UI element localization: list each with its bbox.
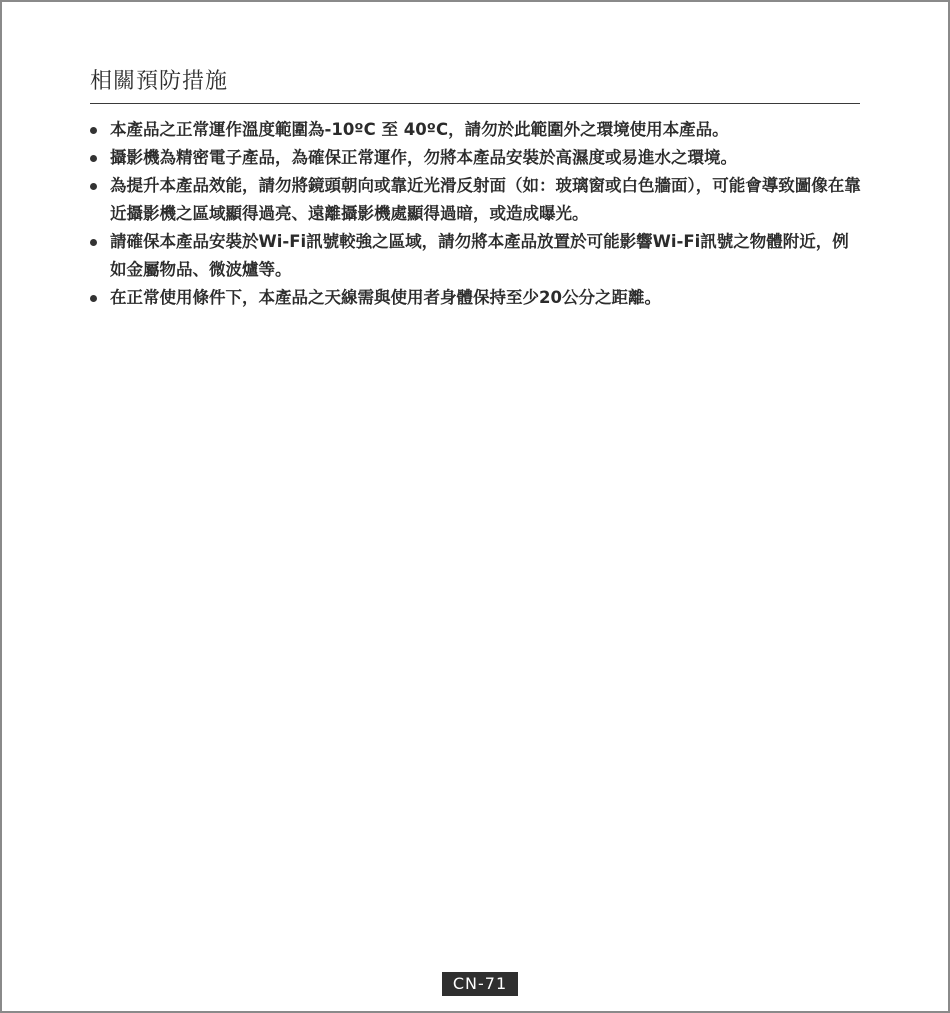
precaution-text: 在正常使用條件下，本產品之天線需與使用者身體保持至少20公分之距離。 [110,288,661,307]
precaution-text: 為提升本產品效能，請勿將鏡頭朝向或靠近光滑反射面（如：玻璃窗或白色牆面），可能會導致圖像在靠近攝影機之區域顯得過亮、遠離攝影機處顯得過暗，或造成曝光。 [110,176,861,223]
precaution-item [90,116,862,144]
bullet-icon [90,127,97,134]
heading-divider [90,103,860,104]
bullet-icon [90,239,97,246]
precaution-item [90,228,862,284]
precaution-item [90,144,862,172]
bullet-icon [90,295,97,302]
bullet-icon [90,183,97,190]
precautions-list [90,116,862,312]
precaution-text: 請確保本產品安裝於Wi-Fi訊號較強之區域，請勿將本產品放置於可能影響Wi-Fi訊號之物體附近，例如金屬物品、微波爐等。 [110,232,849,279]
page-number-badge: CN-71 [442,972,518,996]
precaution-text: 本產品之正常運作溫度範圍為-10ºC 至 40ºC，請勿於此範圍外之環境使用本產品。 [110,120,729,139]
precaution-item [90,284,862,312]
precaution-text: 攝影機為精密電子產品，為確保正常運作，勿將本產品安裝於高濕度或易進水之環境。 [110,148,737,167]
bullet-icon [90,155,97,162]
precaution-item [90,172,862,228]
section-heading: 相關預防措施 [90,69,229,94]
